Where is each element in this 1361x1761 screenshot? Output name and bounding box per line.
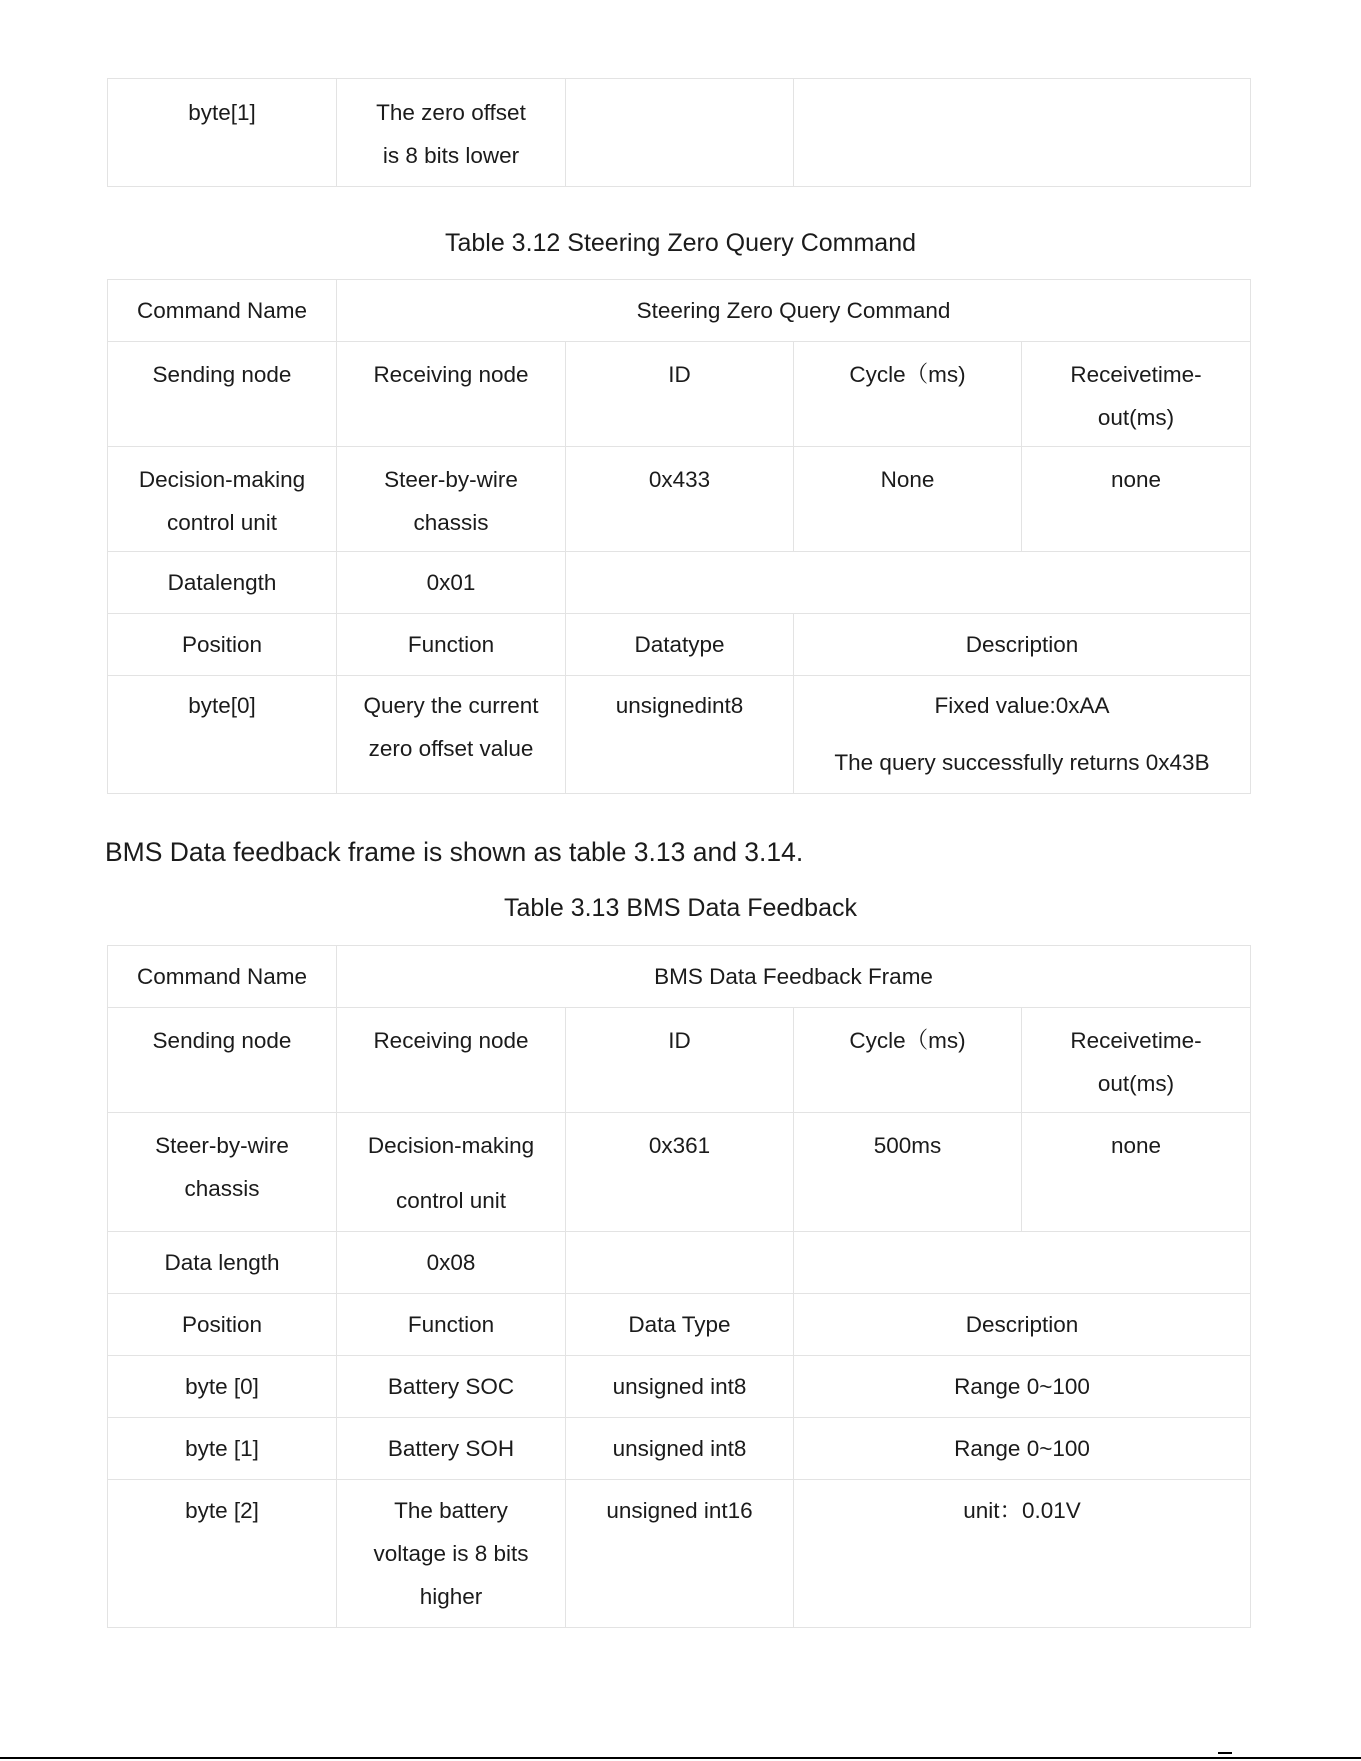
header-description: Description [794, 614, 1251, 676]
body-paragraph: BMS Data feedback frame is shown as table 3.13 and 3.14. [105, 837, 804, 867]
command-name-value: Steering Zero Query Command [337, 280, 1251, 342]
description-cell: Fixed value:0xAA The query successfully returns 0x43B [794, 676, 1251, 794]
header-datatype: Datatype [566, 614, 794, 676]
command-name-label: Command Name [108, 946, 337, 1008]
empty-cell [566, 552, 1251, 614]
top-fragment-table [107, 78, 1251, 187]
header-receiving-node: Receiving node [337, 1008, 566, 1113]
table-row [108, 1356, 1251, 1418]
description-cell: Range 0~100 [794, 1418, 1251, 1480]
description-cell: Range 0~100 [794, 1356, 1251, 1418]
command-name-label: Command Name [108, 280, 337, 342]
table-row [108, 280, 1251, 342]
data-length-label: Data length [108, 1232, 337, 1294]
bms-data-feedback-table [107, 945, 1251, 1628]
table-caption: Table 3.13 BMS Data Feedback [504, 894, 857, 922]
receive-timeout-value: none [1022, 1113, 1251, 1232]
table-row [108, 1480, 1251, 1628]
datatype-cell [566, 79, 794, 187]
cycle-value: 500ms [794, 1113, 1022, 1232]
table-row [108, 552, 1251, 614]
table-row [108, 1232, 1251, 1294]
datatype-cell: unsignedint8 [566, 676, 794, 794]
table-row [108, 1008, 1251, 1113]
header-receive-timeout: Receivetime- out(ms) [1022, 342, 1251, 447]
function-cell: The battery voltage is 8 bits higher [337, 1480, 566, 1628]
position-cell: byte[0] [108, 676, 337, 794]
table-row [108, 946, 1251, 1008]
receive-timeout-value: none [1022, 447, 1251, 552]
cycle-value: None [794, 447, 1022, 552]
table-row [108, 342, 1251, 447]
header-cycle: Cycle（ms) [794, 342, 1022, 447]
table-row [108, 1418, 1251, 1480]
description-cell [794, 79, 1251, 187]
table-row [108, 1294, 1251, 1356]
function-cell: The zero offset is 8 bits lower [337, 79, 566, 187]
header-datatype: Data Type [566, 1294, 794, 1356]
header-receiving-node: Receiving node [337, 342, 566, 447]
empty-cell [566, 1232, 794, 1294]
description-cell: unit：0.01V [794, 1480, 1251, 1628]
function-cell: Battery SOH [337, 1418, 566, 1480]
command-name-value: BMS Data Feedback Frame [337, 946, 1251, 1008]
header-position: Position [108, 614, 337, 676]
empty-cell [794, 1232, 1251, 1294]
position-cell: byte [0] [108, 1356, 337, 1418]
header-description: Description [794, 1294, 1251, 1356]
header-position: Position [108, 1294, 337, 1356]
datatype-cell: unsigned int8 [566, 1418, 794, 1480]
data-length-label: Datalength [108, 552, 337, 614]
sending-node-value: Decision-making control unit [108, 447, 337, 552]
data-length-value: 0x08 [337, 1232, 566, 1294]
header-function: Function [337, 1294, 566, 1356]
function-cell: Query the current zero offset value [337, 676, 566, 794]
header-function: Function [337, 614, 566, 676]
table-row [108, 676, 1251, 794]
data-length-value: 0x01 [337, 552, 566, 614]
header-sending-node: Sending node [108, 1008, 337, 1113]
header-id: ID [566, 342, 794, 447]
table-row [108, 1113, 1251, 1232]
table-caption: Table 3.12 Steering Zero Query Command [444, 229, 917, 257]
position-cell: byte [2] [108, 1480, 337, 1628]
table-row [108, 447, 1251, 552]
id-value: 0x433 [566, 447, 794, 552]
position-cell: byte [1] [108, 1418, 337, 1480]
header-sending-node: Sending node [108, 342, 337, 447]
position-cell: byte[1] [108, 79, 337, 187]
function-cell: Battery SOC [337, 1356, 566, 1418]
header-receive-timeout: Receivetime- out(ms) [1022, 1008, 1251, 1113]
header-cycle: Cycle（ms) [794, 1008, 1022, 1113]
table-row [108, 614, 1251, 676]
id-value: 0x361 [566, 1113, 794, 1232]
page-footer-mark [1218, 1752, 1232, 1754]
receiving-node-value: Steer-by-wire chassis [337, 447, 566, 552]
header-id: ID [566, 1008, 794, 1113]
datatype-cell: unsigned int8 [566, 1356, 794, 1418]
sending-node-value: Steer-by-wire chassis [108, 1113, 337, 1232]
page-footer-rule [0, 1757, 1361, 1759]
datatype-cell: unsigned int16 [566, 1480, 794, 1628]
steering-zero-query-table [107, 279, 1251, 794]
table-row [108, 79, 1251, 187]
receiving-node-value: Decision-making control unit [337, 1113, 566, 1232]
